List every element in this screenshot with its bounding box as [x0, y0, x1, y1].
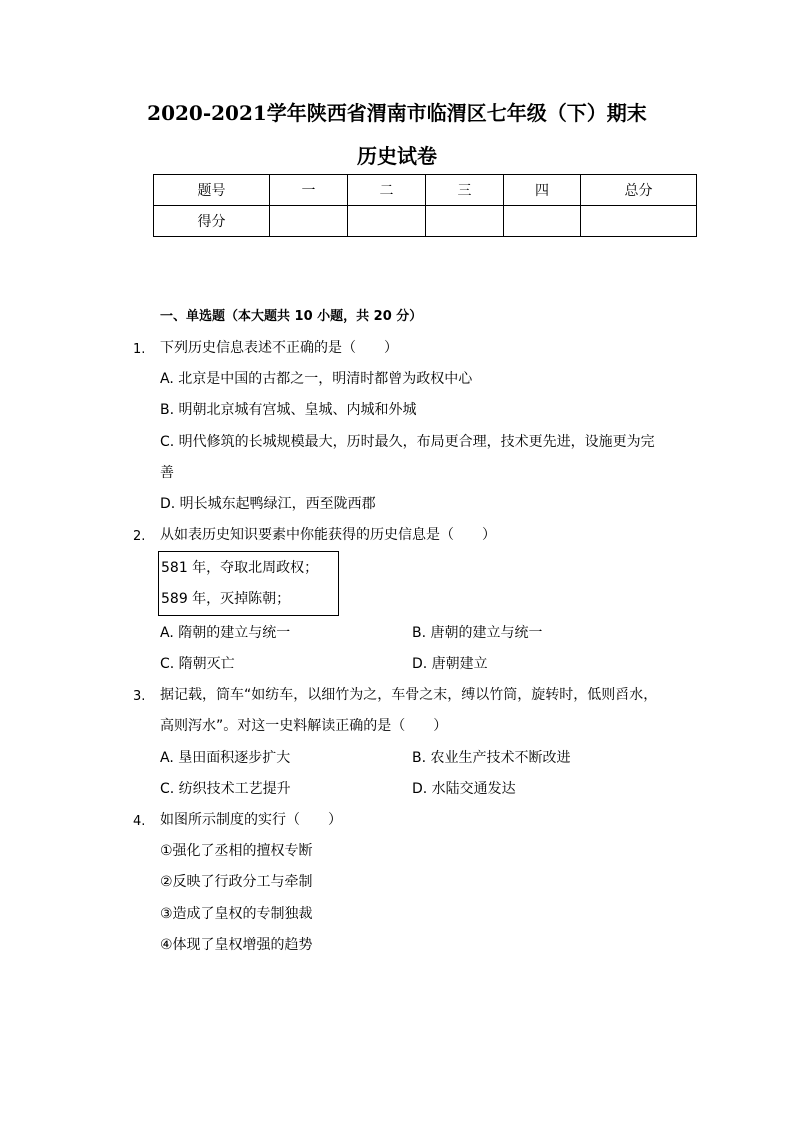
option-b: B. 唐朝的建立与统一	[412, 625, 543, 641]
question-number: 3.	[133, 689, 146, 704]
option-d: D. 水陆交通发达	[412, 781, 516, 797]
option-c: C. 隋朝灭亡	[160, 656, 235, 672]
knowledge-box-line: 581 年，夺取北周政权；	[161, 560, 319, 576]
score-table-cell: 二	[348, 175, 426, 206]
score-table-cell: 一	[270, 175, 348, 206]
option-b: B. 明朝北京城有宫城、皇城、内城和外城	[160, 402, 417, 418]
score-table-score-row	[154, 206, 697, 237]
option-c-continued: 善	[160, 465, 174, 481]
question-stem: 从如表历史知识要素中你能获得的历史信息是（ ）	[160, 527, 496, 543]
knowledge-box-line: 589 年，灭掉陈朝；	[161, 591, 291, 607]
section-heading: 一、单选题（本大题共 10 小题，共 20 分）	[160, 309, 423, 324]
score-table-cell	[581, 206, 697, 237]
question-number: 2.	[133, 529, 146, 544]
exam-title-line2: 历史试卷	[357, 144, 437, 168]
option-c: C. 纺织技术工艺提升	[160, 781, 291, 797]
option-a: A. 北京是中国的古都之一，明清时都曾为政权中心	[160, 371, 473, 387]
question-stem: 如图所示制度的实行（ ）	[160, 812, 342, 828]
statement-2: ②反映了行政分工与牵制	[160, 874, 313, 890]
statement-3: ③造成了皇权的专制独裁	[160, 906, 313, 922]
option-d: D. 唐朝建立	[412, 656, 488, 672]
option-d: D. 明长城东起鸭绿江，西至陇西郡	[160, 496, 376, 512]
score-table-cell: 得分	[154, 206, 270, 237]
question-stem-continued: 高则泻水”。对这一史料解读正确的是（ ）	[160, 718, 448, 734]
score-table-cell	[426, 206, 504, 237]
score-table-cell: 四	[504, 175, 581, 206]
question-stem: 下列历史信息表述不正确的是（ ）	[160, 340, 398, 356]
statement-4: ④体现了皇权增强的趋势	[160, 937, 313, 953]
question-number: 4.	[133, 814, 146, 829]
score-table	[153, 174, 697, 237]
question-stem: 据记载，筒车“如纺车，以细竹为之，车骨之末，缚以竹筒，旋转时，低则舀水，	[160, 687, 658, 703]
option-c: C. 明代修筑的长城规模最大，历时最久，布局更合理，技术更先进，设施更为完	[160, 434, 655, 450]
score-table-cell	[270, 206, 348, 237]
score-table-cell: 三	[426, 175, 504, 206]
question-number: 1.	[133, 342, 146, 357]
option-a: A. 垦田面积逐步扩大	[160, 750, 291, 766]
knowledge-box	[158, 551, 339, 616]
score-table-cell	[504, 206, 581, 237]
option-a: A. 隋朝的建立与统一	[160, 625, 291, 641]
exam-title-line1: 2020-2021学年陕西省渭南市临渭区七年级（下）期末	[147, 101, 647, 125]
score-table-cell: 题号	[154, 175, 270, 206]
statement-1: ①强化了丞相的擅权专断	[160, 843, 313, 859]
score-table-cell: 总分	[581, 175, 697, 206]
score-table-header-row	[154, 175, 697, 206]
option-b: B. 农业生产技术不断改进	[412, 750, 571, 766]
score-table-cell	[348, 206, 426, 237]
